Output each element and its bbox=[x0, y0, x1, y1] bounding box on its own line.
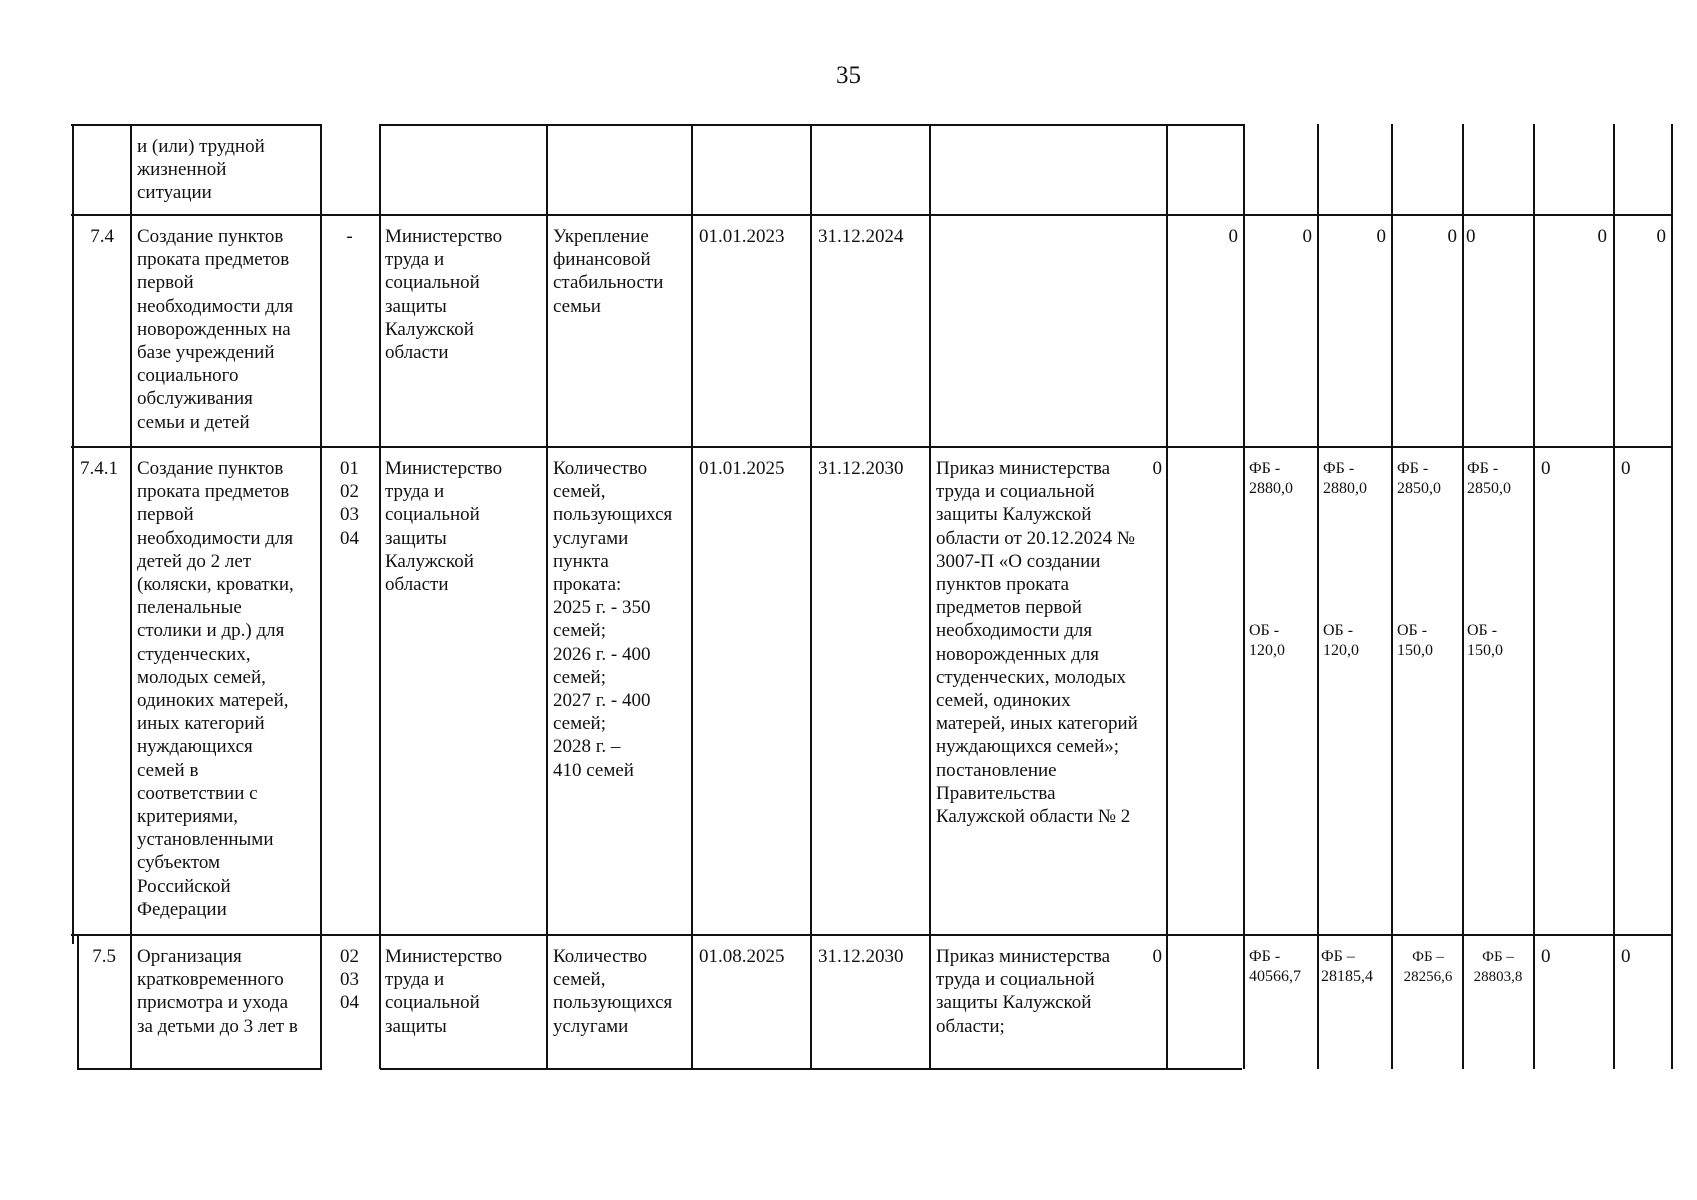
row-value: 0 bbox=[1466, 226, 1476, 247]
column-divider bbox=[130, 124, 132, 1069]
row-value: 0 bbox=[1597, 226, 1607, 247]
column-divider bbox=[1613, 124, 1615, 1069]
row-value: 0 bbox=[1621, 458, 1631, 479]
row-result: Количество семей, пользующихся услугами bbox=[553, 946, 673, 1037]
row-divider bbox=[71, 446, 1671, 448]
row-executor: Министерство труда и социальной защиты Калужской области bbox=[385, 458, 503, 596]
column-divider bbox=[929, 124, 931, 1069]
row-name: Создание пунктов проката предметов первой необходимости для новорожденных на базе учреждений социального обслуживания семьи и детей bbox=[137, 226, 294, 433]
row-value: 0 bbox=[1152, 946, 1162, 967]
column-divider bbox=[1533, 124, 1535, 1069]
table-border-top-mid bbox=[380, 124, 1245, 126]
column-divider bbox=[1166, 124, 1168, 1069]
row-start-date: 01.08.2025 bbox=[699, 946, 785, 967]
row-value: 0 bbox=[1656, 226, 1666, 247]
row-name: Организация кратковременного присмотра и ухода за детьми до 3 лет в bbox=[137, 946, 298, 1037]
row-name: и (или) трудной жизненной ситуации bbox=[137, 136, 265, 204]
column-divider bbox=[691, 124, 693, 1069]
row-result: Количество семей, пользующихся услугами пункта проката: 2025 г. - 350 семей; 2026 г. - 400 семей; 2027 г. - 400 семей; 2028 г. – 410 семей bbox=[553, 458, 673, 781]
row-fb-value: ФБ - 2880,0 bbox=[1323, 460, 1367, 497]
column-divider bbox=[1317, 124, 1319, 1069]
row-fb-value: ФБ – 28256,6 bbox=[1403, 949, 1453, 985]
row-document: Приказ министерства труда и социальной защиты Калужской области от 20.12.2024 № 3007-П «О создании пунктов проката предметов первой необходимости для новорожденных для студенческих, молодых семей, одиноких матерей, иных категорий нуждающихся семей»; постановление Правительства Калужской области № 2 bbox=[936, 458, 1138, 828]
column-divider bbox=[1671, 124, 1673, 1069]
column-divider bbox=[72, 124, 74, 944]
row-name: Создание пунктов проката предметов первой необходимости для детей до 2 лет (коляски, кроватки, пеленальные столики и др.) для студенческих, молодых семей, одиноких матерей, иных категорий нуждающихся семей в соответствии с критериями, установленными субъектом Российской Федерации bbox=[137, 458, 294, 920]
row-fb-value: ФБ - 40566,7 bbox=[1249, 948, 1301, 985]
column-divider bbox=[1243, 124, 1245, 1069]
row-ob-value: ОБ - 150,0 bbox=[1467, 622, 1503, 659]
column-divider bbox=[1462, 124, 1464, 1069]
table-border-bottom-left bbox=[77, 1068, 322, 1070]
row-value: 0 bbox=[1376, 226, 1386, 247]
row-value: 0 bbox=[1302, 226, 1312, 247]
row-divider bbox=[71, 214, 1671, 216]
row-value: 0 bbox=[1228, 226, 1238, 247]
row-number: 7.4 bbox=[90, 226, 114, 247]
row-value: 0 bbox=[1541, 458, 1551, 479]
row-fb-value: ФБ - 2880,0 bbox=[1249, 460, 1293, 497]
row-ob-value: ОБ - 120,0 bbox=[1323, 622, 1359, 659]
row-ob-value: ОБ - 150,0 bbox=[1397, 622, 1433, 659]
row-result: Укрепление финансовой стабильности семьи bbox=[553, 226, 664, 317]
table-border-top-left bbox=[71, 124, 322, 126]
row-value: 0 bbox=[1541, 946, 1551, 967]
row-fb-value: ФБ – 28803,8 bbox=[1473, 949, 1523, 985]
column-divider bbox=[546, 124, 548, 1069]
row-number: 7.5 bbox=[92, 946, 116, 967]
row-start-date: 01.01.2023 bbox=[699, 226, 785, 247]
row-value: 0 bbox=[1447, 226, 1457, 247]
row-fb-value: ФБ - 2850,0 bbox=[1467, 460, 1511, 497]
row-end-date: 31.12.2030 bbox=[818, 946, 904, 967]
row-fb-value: ФБ – 28185,4 bbox=[1321, 948, 1373, 985]
row-executor: Министерство труда и социальной защиты bbox=[385, 946, 503, 1037]
row-end-date: 31.12.2024 bbox=[818, 226, 904, 247]
row-value: 0 bbox=[1152, 458, 1162, 479]
row-end-date: 31.12.2030 bbox=[818, 458, 904, 479]
column-divider bbox=[1391, 124, 1393, 1069]
row-code: 01 02 03 04 bbox=[340, 458, 359, 549]
row-code: - bbox=[346, 226, 353, 247]
row-divider bbox=[71, 934, 1671, 936]
row-fb-value: ФБ - 2850,0 bbox=[1397, 460, 1441, 497]
column-divider bbox=[320, 124, 322, 1069]
page-number: 35 bbox=[836, 62, 861, 89]
row-number: 7.4.1 bbox=[80, 458, 118, 479]
row-executor: Министерство труда и социальной защиты Калужской области bbox=[385, 226, 503, 364]
row-ob-value: ОБ - 120,0 bbox=[1249, 622, 1285, 659]
row-document: Приказ министерства труда и социальной защиты Калужской области; bbox=[936, 946, 1111, 1037]
row-start-date: 01.01.2025 bbox=[699, 458, 785, 479]
column-divider bbox=[379, 124, 381, 1069]
row-value: 0 bbox=[1621, 946, 1631, 967]
column-divider bbox=[810, 124, 812, 1069]
row-code: 02 03 04 bbox=[340, 946, 359, 1014]
